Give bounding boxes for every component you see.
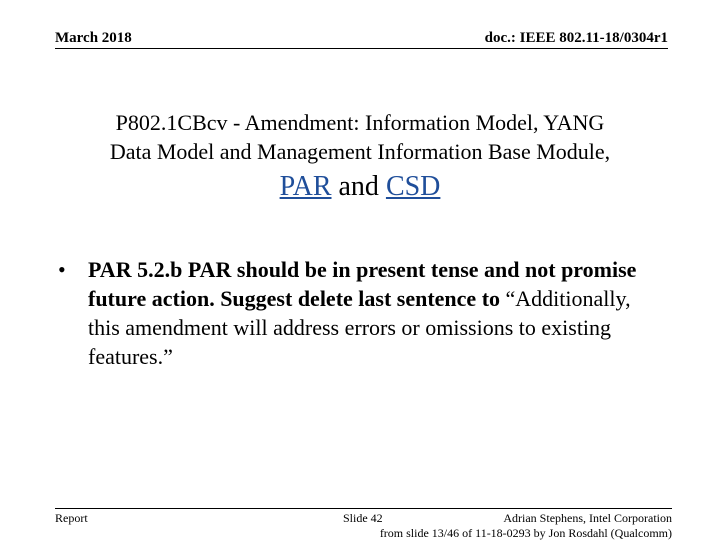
footer-author-line-1: Adrian Stephens, Intel Corporation (503, 511, 672, 525)
slide-footer (55, 508, 672, 540)
bullet-text (88, 255, 650, 371)
bullet-bold-text: PAR 5.2.b PAR should be in present tense and not promise future action. Suggest delete last sentence to (88, 257, 637, 311)
title-line-2: Data Model and Management Information Base Module, (109, 139, 611, 164)
slide-title (40, 108, 680, 206)
title-line-3 (40, 168, 680, 206)
header-doc-id: doc.: IEEE 802.11-18/0304r1 (484, 30, 668, 46)
footer-slide-number: Slide 42 (343, 511, 383, 525)
csd-link[interactable]: CSD (385, 171, 441, 202)
bullet-marker: • (58, 257, 66, 282)
footer-author (380, 511, 672, 541)
bullet-list (58, 255, 650, 371)
bullet-item (58, 255, 650, 371)
slide-header (55, 28, 668, 49)
par-link[interactable]: PAR (279, 171, 332, 202)
footer-left: Report (55, 511, 88, 525)
header-date: March 2018 (55, 30, 132, 46)
footer-author-line-2: from slide 13/46 of 11-18-0293 by Jon Rosdahl (Qualcomm) (379, 526, 672, 540)
title-line-1: P802.1CBcv - Amendment: Information Model, YANG (115, 110, 605, 135)
bullet-quote-text: “Additionally, this amendment will address errors or omissions to existing features.” (88, 286, 631, 369)
title-and-text: and (331, 171, 386, 202)
